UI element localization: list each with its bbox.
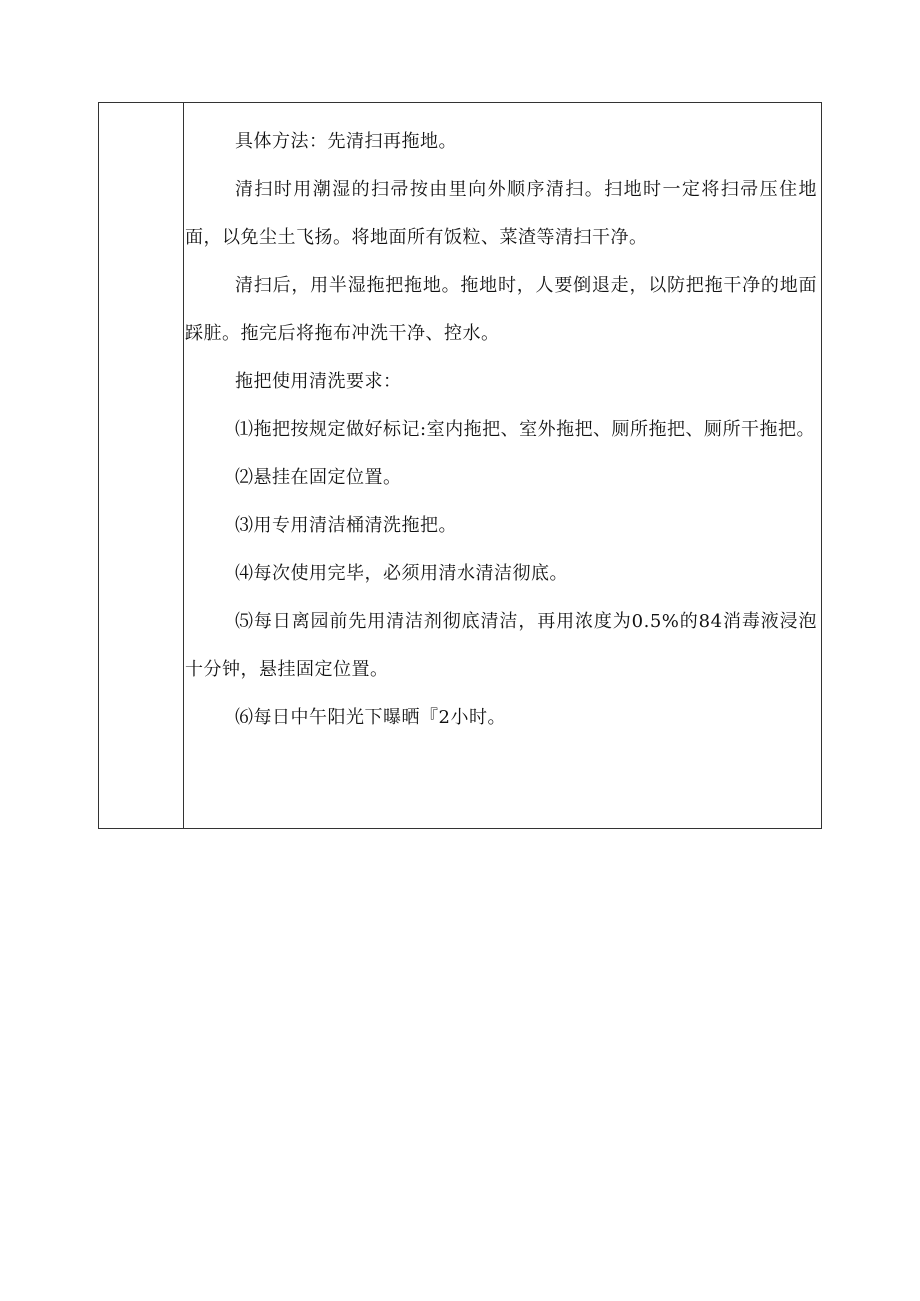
paragraph-mop-requirements-heading: 拖把使用清洗要求： [235, 371, 402, 392]
list-item-6: ⑹每日中午阳光下曝晒『2小时。 [235, 707, 506, 728]
content-cell [185, 118, 817, 742]
paragraph-method: 具体方法：先清扫再拖地。 [235, 131, 457, 152]
list-item-3: ⑶用专用清洁桶清洗拖把。 [235, 515, 457, 536]
paragraph-sweeping: 清扫时用潮湿的扫帚按由里向外顺序清扫。扫地时一定将扫帚压住地面，以免尘土飞扬。将地面所有饭粒、菜渣等清扫干净。 [185, 179, 817, 248]
list-item-1: ⑴拖把按规定做好标记:室内拖把、室外拖把、厕所拖把、厕所干拖把。 [235, 419, 816, 440]
list-item-5: ⑸每日离园前先用清洁剂彻底清洁，再用浓度为0.5%的84消毒液浸泡十分钟，悬挂固定位置。 [185, 611, 817, 680]
column-divider [183, 103, 184, 828]
list-item-4: ⑷每次使用完毕，必须用清水清洁彻底。 [235, 563, 568, 584]
document-table [98, 102, 822, 829]
paragraph-mopping: 清扫后，用半湿拖把拖地。拖地时，人要倒退走，以防把拖干净的地面踩脏。拖完后将拖布冲洗干净、控水。 [185, 275, 817, 344]
list-item-2: ⑵悬挂在固定位置。 [235, 467, 402, 488]
